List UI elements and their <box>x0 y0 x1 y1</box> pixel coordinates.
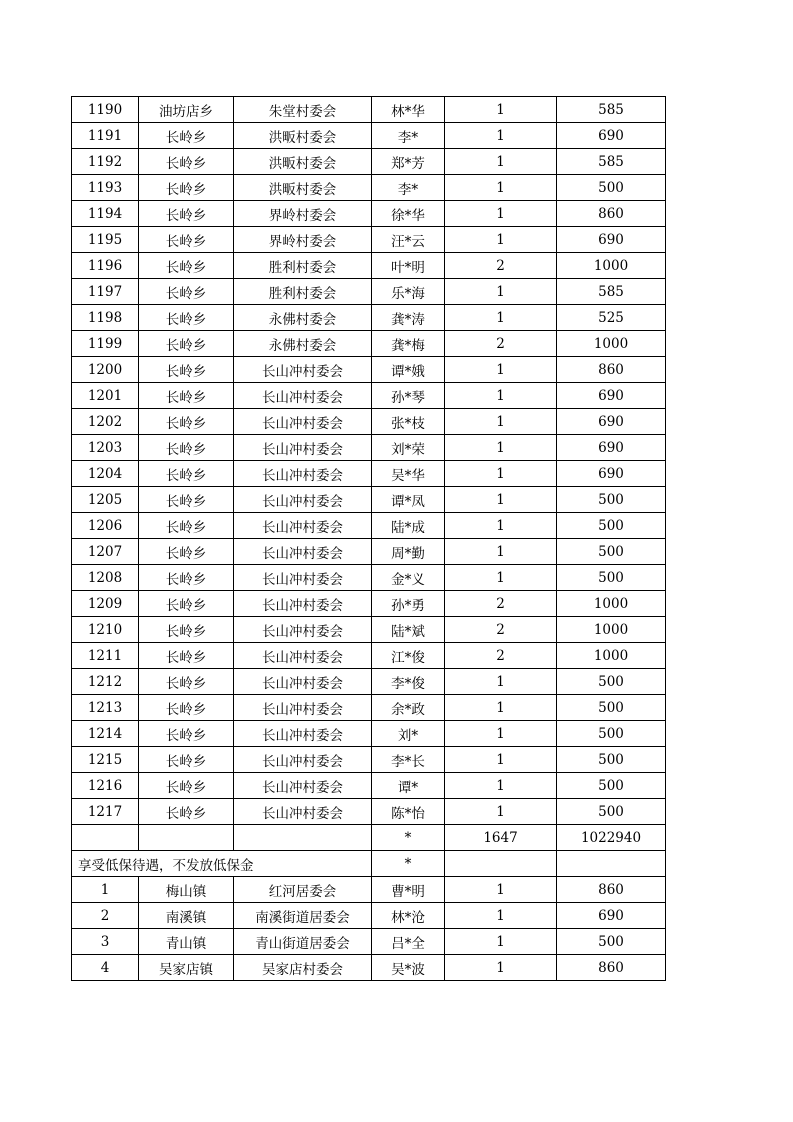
count-cell: 2 <box>445 643 557 669</box>
index-cell: 1217 <box>72 799 139 825</box>
village-cell: 长山冲村委会 <box>234 747 372 773</box>
amount-cell: 690 <box>557 435 666 461</box>
table-row <box>72 461 666 487</box>
township-cell: 长岭乡 <box>139 175 234 201</box>
village-cell: 红河居委会 <box>234 877 372 903</box>
count-cell: 1 <box>445 435 557 461</box>
amount-cell: 500 <box>557 513 666 539</box>
table-row <box>72 669 666 695</box>
count-cell: 1 <box>445 929 557 955</box>
index-cell: 1200 <box>72 357 139 383</box>
township-cell: 长岭乡 <box>139 591 234 617</box>
township-cell: 长岭乡 <box>139 253 234 279</box>
index-cell: 1 <box>72 877 139 903</box>
count-cell: 1 <box>445 955 557 981</box>
amount-cell: 1000 <box>557 617 666 643</box>
amount-cell: 1000 <box>557 253 666 279</box>
table-row <box>72 721 666 747</box>
village-cell: 洪畈村委会 <box>234 175 372 201</box>
township-cell: 长岭乡 <box>139 513 234 539</box>
name-cell: 谭*娥 <box>372 357 445 383</box>
village-cell: 洪畈村委会 <box>234 149 372 175</box>
index-cell: 3 <box>72 929 139 955</box>
count-cell: 2 <box>445 331 557 357</box>
table-row <box>72 799 666 825</box>
village-cell: 界岭村委会 <box>234 227 372 253</box>
amount-cell: 690 <box>557 383 666 409</box>
township-cell: 梅山镇 <box>139 877 234 903</box>
village-cell: 永佛村委会 <box>234 305 372 331</box>
name-cell: 江*俊 <box>372 643 445 669</box>
amount-cell: 500 <box>557 565 666 591</box>
township-cell: 长岭乡 <box>139 539 234 565</box>
village-cell: 长山冲村委会 <box>234 565 372 591</box>
index-cell: 1191 <box>72 123 139 149</box>
count-cell: 1 <box>445 409 557 435</box>
township-cell: 长岭乡 <box>139 123 234 149</box>
count-cell: 1 <box>445 565 557 591</box>
section-name-cell: * <box>372 851 445 877</box>
count-cell: 1 <box>445 773 557 799</box>
table-row <box>72 695 666 721</box>
township-cell: 长岭乡 <box>139 799 234 825</box>
name-cell: 林*沧 <box>372 903 445 929</box>
count-cell: 1 <box>445 461 557 487</box>
name-cell: 余*政 <box>372 695 445 721</box>
village-cell: 长山冲村委会 <box>234 617 372 643</box>
count-cell: 1 <box>445 877 557 903</box>
amount-cell: 690 <box>557 461 666 487</box>
index-cell: 1204 <box>72 461 139 487</box>
name-cell: 叶*明 <box>372 253 445 279</box>
index-cell: 1193 <box>72 175 139 201</box>
count-cell: 1 <box>445 149 557 175</box>
table-row <box>72 409 666 435</box>
name-cell: 龚*涛 <box>372 305 445 331</box>
amount-cell: 500 <box>557 539 666 565</box>
table-row <box>72 201 666 227</box>
table-row <box>72 279 666 305</box>
township-cell: 长岭乡 <box>139 409 234 435</box>
amount-cell: 860 <box>557 877 666 903</box>
table-body-extra <box>72 877 666 981</box>
count-cell: 1 <box>445 513 557 539</box>
table-row <box>72 305 666 331</box>
township-cell: 长岭乡 <box>139 357 234 383</box>
name-cell: 张*枝 <box>372 409 445 435</box>
index-cell: 1216 <box>72 773 139 799</box>
total-empty-cell <box>234 825 372 851</box>
index-cell: 1206 <box>72 513 139 539</box>
table-row <box>72 591 666 617</box>
village-cell: 南溪街道居委会 <box>234 903 372 929</box>
amount-cell: 1000 <box>557 643 666 669</box>
table-row <box>72 253 666 279</box>
amount-cell: 690 <box>557 227 666 253</box>
name-cell: 孙*勇 <box>372 591 445 617</box>
data-table <box>71 96 666 981</box>
section-row <box>72 851 666 877</box>
township-cell: 长岭乡 <box>139 227 234 253</box>
amount-cell: 500 <box>557 695 666 721</box>
index-cell: 1207 <box>72 539 139 565</box>
amount-cell: 1000 <box>557 591 666 617</box>
table-row <box>72 175 666 201</box>
village-cell: 长山冲村委会 <box>234 591 372 617</box>
name-cell: 吕*全 <box>372 929 445 955</box>
name-cell: 徐*华 <box>372 201 445 227</box>
count-cell: 2 <box>445 253 557 279</box>
village-cell: 长山冲村委会 <box>234 383 372 409</box>
amount-cell: 1000 <box>557 331 666 357</box>
amount-cell: 525 <box>557 305 666 331</box>
village-cell: 长山冲村委会 <box>234 799 372 825</box>
index-cell: 1198 <box>72 305 139 331</box>
table-row <box>72 929 666 955</box>
amount-cell: 690 <box>557 123 666 149</box>
amount-cell: 690 <box>557 409 666 435</box>
count-cell: 1 <box>445 695 557 721</box>
name-cell: 李* <box>372 123 445 149</box>
count-cell: 1 <box>445 123 557 149</box>
village-cell: 胜利村委会 <box>234 279 372 305</box>
table-row <box>72 435 666 461</box>
index-cell: 1195 <box>72 227 139 253</box>
amount-cell: 585 <box>557 279 666 305</box>
township-cell: 油坊店乡 <box>139 97 234 123</box>
village-cell: 长山冲村委会 <box>234 357 372 383</box>
name-cell: 陆*成 <box>372 513 445 539</box>
count-cell: 1 <box>445 175 557 201</box>
table-row <box>72 617 666 643</box>
index-cell: 1215 <box>72 747 139 773</box>
amount-cell: 500 <box>557 721 666 747</box>
township-cell: 长岭乡 <box>139 461 234 487</box>
name-cell: 金*义 <box>372 565 445 591</box>
name-cell: 汪*云 <box>372 227 445 253</box>
table-row <box>72 149 666 175</box>
name-cell: 林*华 <box>372 97 445 123</box>
township-cell: 长岭乡 <box>139 487 234 513</box>
index-cell: 1201 <box>72 383 139 409</box>
table-row <box>72 227 666 253</box>
village-cell: 长山冲村委会 <box>234 409 372 435</box>
count-cell: 1 <box>445 903 557 929</box>
village-cell: 长山冲村委会 <box>234 539 372 565</box>
village-cell: 长山冲村委会 <box>234 669 372 695</box>
name-cell: 刘*荣 <box>372 435 445 461</box>
count-cell: 1 <box>445 357 557 383</box>
table-row <box>72 97 666 123</box>
amount-cell: 500 <box>557 773 666 799</box>
amount-cell: 585 <box>557 97 666 123</box>
count-cell: 1 <box>445 799 557 825</box>
index-cell: 1202 <box>72 409 139 435</box>
amount-cell: 500 <box>557 669 666 695</box>
village-cell: 永佛村委会 <box>234 331 372 357</box>
index-cell: 1203 <box>72 435 139 461</box>
total-empty-cell <box>72 825 139 851</box>
township-cell: 长岭乡 <box>139 721 234 747</box>
index-cell: 2 <box>72 903 139 929</box>
township-cell: 长岭乡 <box>139 643 234 669</box>
name-cell: 曹*明 <box>372 877 445 903</box>
count-cell: 1 <box>445 97 557 123</box>
table-row <box>72 773 666 799</box>
village-cell: 界岭村委会 <box>234 201 372 227</box>
count-cell: 1 <box>445 279 557 305</box>
amount-cell: 860 <box>557 357 666 383</box>
table-row <box>72 539 666 565</box>
total-amount-cell: 1022940 <box>557 825 666 851</box>
count-cell: 2 <box>445 591 557 617</box>
count-cell: 2 <box>445 617 557 643</box>
index-cell: 1199 <box>72 331 139 357</box>
village-cell: 长山冲村委会 <box>234 695 372 721</box>
section-empty-cell <box>445 851 557 877</box>
name-cell: 李* <box>372 175 445 201</box>
amount-cell: 860 <box>557 201 666 227</box>
index-cell: 1213 <box>72 695 139 721</box>
index-cell: 1197 <box>72 279 139 305</box>
name-cell: 陈*怡 <box>372 799 445 825</box>
township-cell: 长岭乡 <box>139 201 234 227</box>
name-cell: 刘* <box>372 721 445 747</box>
amount-cell: 500 <box>557 747 666 773</box>
total-row <box>72 825 666 851</box>
index-cell: 1210 <box>72 617 139 643</box>
amount-cell: 500 <box>557 487 666 513</box>
name-cell: 李*俊 <box>372 669 445 695</box>
village-cell: 长山冲村委会 <box>234 487 372 513</box>
index-cell: 1211 <box>72 643 139 669</box>
index-cell: 1192 <box>72 149 139 175</box>
village-cell: 洪畈村委会 <box>234 123 372 149</box>
table-row <box>72 383 666 409</box>
count-cell: 1 <box>445 227 557 253</box>
name-cell: 吴*波 <box>372 955 445 981</box>
name-cell: 周*勤 <box>372 539 445 565</box>
index-cell: 1196 <box>72 253 139 279</box>
table-row <box>72 565 666 591</box>
index-cell: 4 <box>72 955 139 981</box>
table-row <box>72 331 666 357</box>
table-row <box>72 123 666 149</box>
township-cell: 长岭乡 <box>139 773 234 799</box>
total-count-cell: 1647 <box>445 825 557 851</box>
village-cell: 青山街道居委会 <box>234 929 372 955</box>
count-cell: 1 <box>445 539 557 565</box>
total-empty-cell <box>139 825 234 851</box>
township-cell: 长岭乡 <box>139 305 234 331</box>
table-body-summary <box>72 825 666 877</box>
township-cell: 长岭乡 <box>139 149 234 175</box>
index-cell: 1209 <box>72 591 139 617</box>
township-cell: 南溪镇 <box>139 903 234 929</box>
table-row <box>72 877 666 903</box>
township-cell: 青山镇 <box>139 929 234 955</box>
table-body-main <box>72 97 666 825</box>
village-cell: 朱堂村委会 <box>234 97 372 123</box>
table-row <box>72 643 666 669</box>
name-cell: 乐*海 <box>372 279 445 305</box>
count-cell: 1 <box>445 201 557 227</box>
township-cell: 长岭乡 <box>139 383 234 409</box>
index-cell: 1194 <box>72 201 139 227</box>
table-row <box>72 747 666 773</box>
count-cell: 1 <box>445 305 557 331</box>
village-cell: 长山冲村委会 <box>234 461 372 487</box>
township-cell: 长岭乡 <box>139 747 234 773</box>
table-row <box>72 487 666 513</box>
index-cell: 1214 <box>72 721 139 747</box>
village-cell: 长山冲村委会 <box>234 435 372 461</box>
township-cell: 长岭乡 <box>139 435 234 461</box>
name-cell: 陆*斌 <box>372 617 445 643</box>
village-cell: 长山冲村委会 <box>234 643 372 669</box>
name-cell: 谭*凤 <box>372 487 445 513</box>
amount-cell: 860 <box>557 955 666 981</box>
count-cell: 1 <box>445 721 557 747</box>
count-cell: 1 <box>445 669 557 695</box>
township-cell: 长岭乡 <box>139 695 234 721</box>
section-empty-cell <box>557 851 666 877</box>
count-cell: 1 <box>445 383 557 409</box>
amount-cell: 500 <box>557 799 666 825</box>
count-cell: 1 <box>445 487 557 513</box>
amount-cell: 585 <box>557 149 666 175</box>
village-cell: 长山冲村委会 <box>234 513 372 539</box>
amount-cell: 500 <box>557 929 666 955</box>
township-cell: 长岭乡 <box>139 617 234 643</box>
total-name-cell: * <box>372 825 445 851</box>
name-cell: 吴*华 <box>372 461 445 487</box>
township-cell: 长岭乡 <box>139 331 234 357</box>
name-cell: 李*长 <box>372 747 445 773</box>
table-row <box>72 357 666 383</box>
section-label: 享受低保待遇，不发放低保金 <box>72 851 372 877</box>
index-cell: 1208 <box>72 565 139 591</box>
village-cell: 长山冲村委会 <box>234 773 372 799</box>
table-row <box>72 903 666 929</box>
table-row <box>72 513 666 539</box>
village-cell: 吴家店村委会 <box>234 955 372 981</box>
amount-cell: 500 <box>557 175 666 201</box>
village-cell: 胜利村委会 <box>234 253 372 279</box>
name-cell: 孙*琴 <box>372 383 445 409</box>
count-cell: 1 <box>445 747 557 773</box>
township-cell: 长岭乡 <box>139 669 234 695</box>
township-cell: 长岭乡 <box>139 565 234 591</box>
index-cell: 1205 <box>72 487 139 513</box>
amount-cell: 690 <box>557 903 666 929</box>
township-cell: 长岭乡 <box>139 279 234 305</box>
name-cell: 郑*芳 <box>372 149 445 175</box>
name-cell: 谭* <box>372 773 445 799</box>
index-cell: 1190 <box>72 97 139 123</box>
table-row <box>72 955 666 981</box>
township-cell: 吴家店镇 <box>139 955 234 981</box>
name-cell: 龚*梅 <box>372 331 445 357</box>
village-cell: 长山冲村委会 <box>234 721 372 747</box>
index-cell: 1212 <box>72 669 139 695</box>
